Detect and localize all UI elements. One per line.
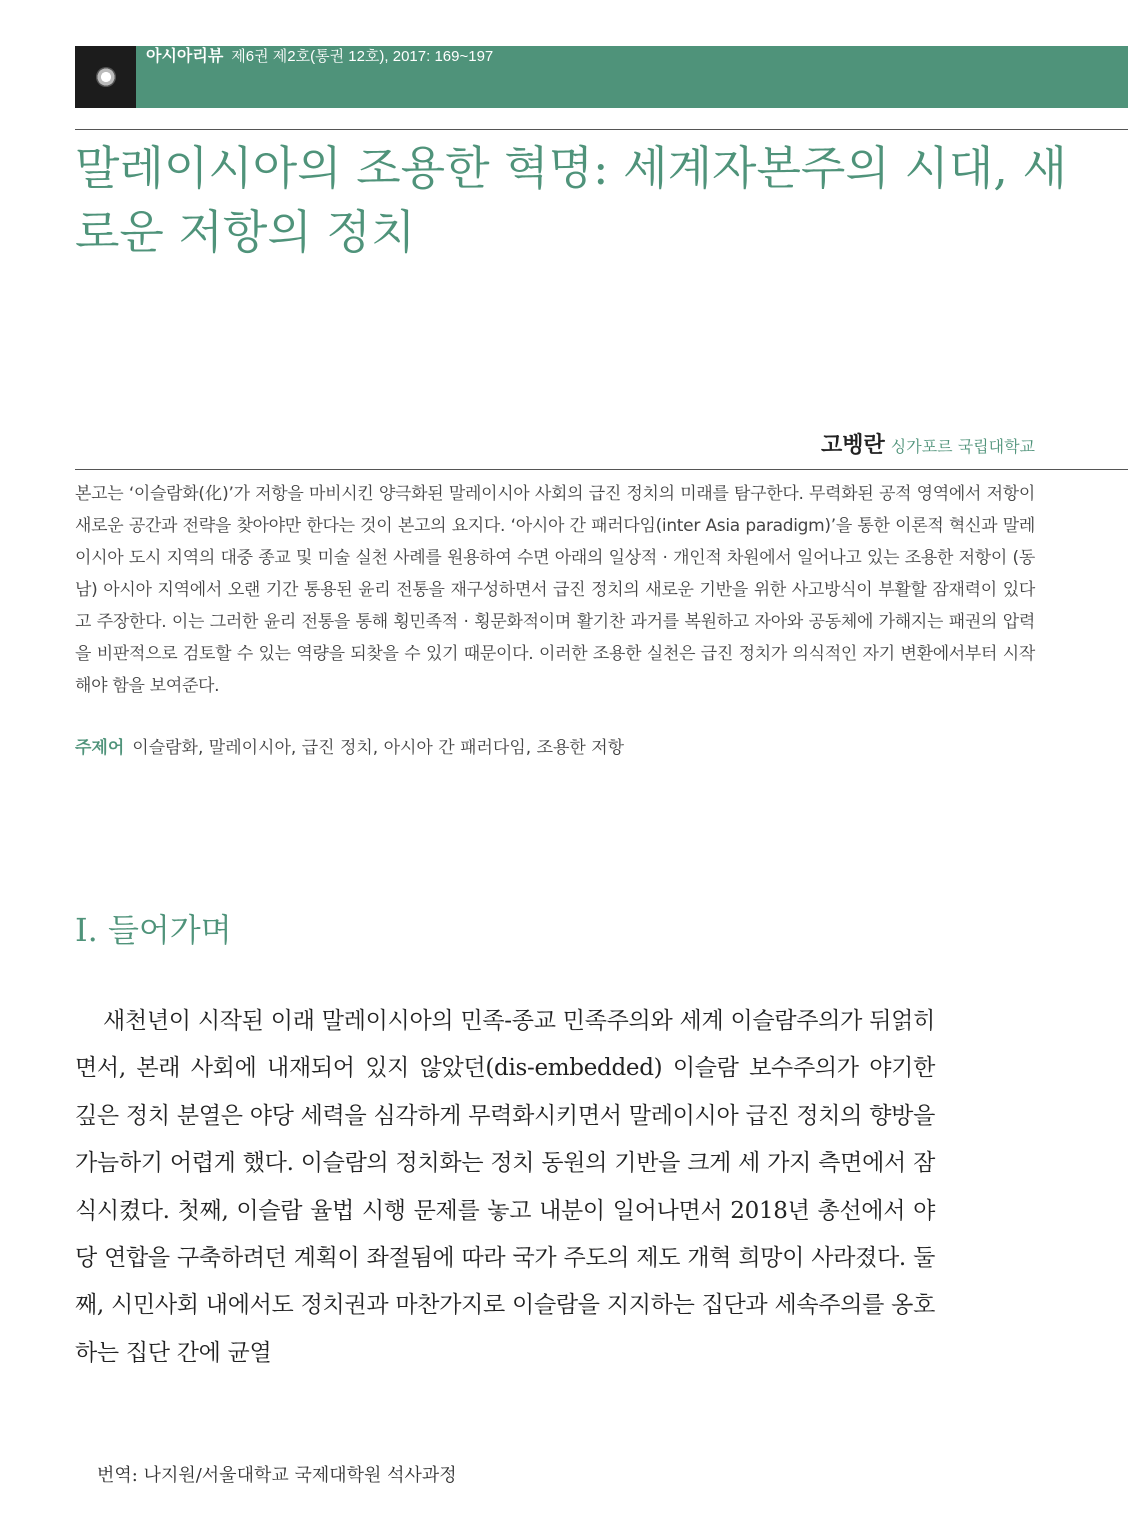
title-top-rule (75, 129, 1128, 130)
author-name: 고벵란 (821, 433, 885, 458)
abstract-top-rule (75, 469, 1128, 470)
journal-header (146, 46, 493, 67)
author-affiliation: 싱가포르 국립대학교 (890, 437, 1035, 456)
bullet-dot-icon (96, 67, 116, 87)
article-title: 말레이시아의 조용한 혁명: 세계자본주의 시대, 새로운 저항의 정치 (75, 141, 1067, 259)
keywords-text: 이슬람화, 말레이시아, 급진 정치, 아시아 간 패러다임, 조용한 저항 (132, 738, 625, 758)
abstract: 본고는 ‘이슬람화(化)’가 저항을 마비시킨 양극화된 말레이시아 사회의 급진 정치의 미래를 탐구한다. 무력화된 공적 영역에서 저항이 새로운 공간과 전략을 찾아야만 한다는 것이 본고의 요지다. ‘아시아 간 패러다임(inter Asia paradigm)’을 통한 이론적 혁신과 말레이시아 도시 지역의 대중 종교 및 미술 실천 사례를 원용하여 수면 아래의 일상적 · 개인적 차원에서 일어나고 있는 조용한 저항이 (동남) 아시아 지역에서 오랜 기간 통용된 윤리 전통을 재구성하면서 급진 정치의 새로운 기반을 위한 사고방식이 부활할 잠재력이 있다고 주장한다. 이는 그러한 윤리 전통을 통해 횡민족적 · 횡문화적이며 활기찬 과거를 복원하고 자아와 공동체에 가해지는 패권의 압력을 비판적으로 검토할 수 있는 역량을 되찾을 수 있기 때문이다. 이러한 조용한 실천은 급진 정치가 의식적인 자기 변환에서부터 시작해야 함을 보여준다. (75, 484, 1035, 696)
section-heading: I. 들어가며 (75, 911, 232, 949)
body-paragraph: 새천년이 시작된 이래 말레이시아의 민족-종교 민족주의와 세계 이슬람주의가 뒤얽히면서, 본래 사회에 내재되어 있지 않았던(dis-embedded) 이슬람 보수주의가 야기한 깊은 정치 분열은 야당 세력을 심각하게 무력화시키면서 말레이시아 급진 정치의 향방을 가늠하기 어렵게 했다. 이슬람의 정치화는 정치 동원의 기반을 크게 세 가지 측면에서 잠식시켰다. 첫째, 이슬람 율법 시행 문제를 놓고 내분이 일어나면서 2018년 총선에서 야당 연합을 구축하려던 계획이 좌절됨에 따라 국가 주도의 제도 개혁 희망이 사라졌다. 둘째, 시민사회 내에서도 정치권과 마찬가지로 이슬람을 지지하는 집단과 세속주의를 옹호하는 집단 간에 균열 (75, 1008, 935, 1366)
journal-issue: 제6권 제2호(통권 12호), 2017: 169~197 (231, 48, 494, 65)
keywords-label: 주제어 (75, 738, 125, 758)
journal-header-bar (75, 46, 1128, 108)
translator-footnote: 번역: 나지원/서울대학교 국제대학원 석사과정 (97, 1465, 457, 1486)
author-line (821, 428, 1035, 459)
keywords (75, 734, 1035, 762)
journal-name: 아시아리뷰 (146, 46, 224, 65)
header-square (75, 46, 136, 108)
